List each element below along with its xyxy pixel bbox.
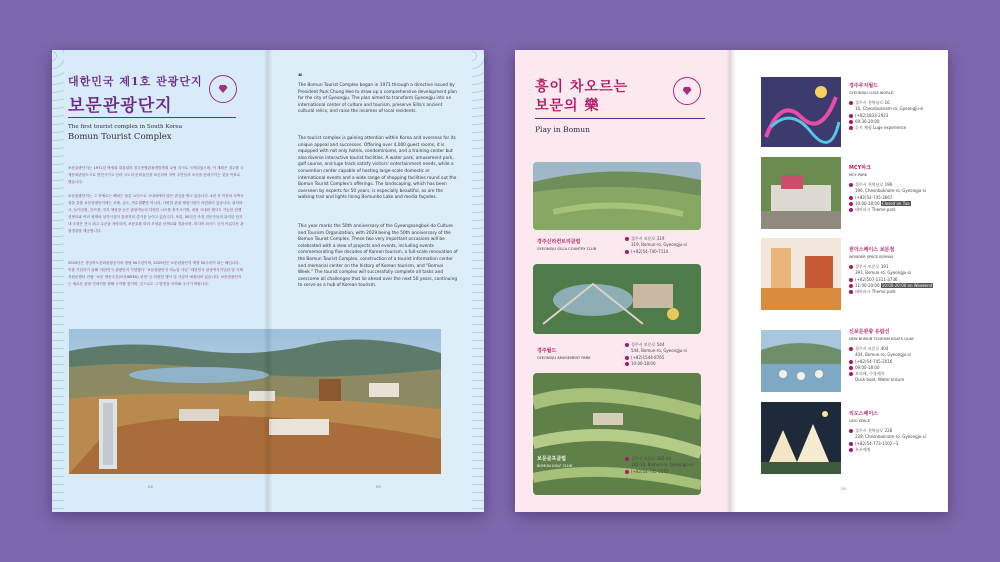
- location-icon: [849, 429, 853, 433]
- place-name-en: MCY PARK: [849, 173, 868, 177]
- body-ko-2: 보문관광단지는 그 자체로는 해외는 물론 요인으로 국내외에서 많은 관심을 받고 있습니다. 4천 상 이상의 숙박시설을 갖춘 보문관광단지에는 호텔, 콘도, 연수원뿐만 아니라, 다양한 관광 체험시설이 마련되어 있습니다. 워터파크, 놀이공원, 골프장, 루지 체험장 등은 관광객들의 다양한 니즈를 충족시키며, 대형 국내외 행사도 가능한 컨벤션센터와 여러 형태의 상가시설이 관광지의 즐거움 늘이고 있습니다. 또한, 50년간 조경 전문가들의 관리한 단지 내 조경은 전국 최고 수준을 자랑하며, 보문호를 따라 조성된 산책로와 경관조명, 미디어 파사드 등이 아름다운 관광경관을 제공합니다.: [68, 194, 244, 233]
- hours: 10:00-18:00: [625, 361, 687, 367]
- location-icon: [849, 347, 853, 351]
- clock-icon: [849, 366, 853, 370]
- title-large: 보문관광단지: [68, 96, 173, 116]
- phone-icon: [849, 114, 853, 118]
- subtitle: Play in Bomun: [535, 125, 590, 134]
- place-name-ko: 리도스페이스: [849, 411, 878, 417]
- mcy-park-photo: [761, 157, 841, 229]
- right-spread: [515, 50, 948, 512]
- page-28: [515, 50, 731, 512]
- para-3: This year marks the 50th anniversary of the Gyeongsangbuk-do Culture and Tourism Organization, with 2029 being the 50th anniversary of the Bomun Tourist Complex. These two very important occasions will be celebrated with a slew of projects and events, including events commemorating five decades of Korean tourism, a full-scale renovation of the Bomun Tourist Complex, construction of a tourist information center and memorial center on the history of Korean tourism, and "Bomun Week." The tourist complex will successfully complete all tasks and overcome all challenges that lie ahead over the next 50 years, continuing to serve as a hub of Korean tourism.: [298, 224, 458, 289]
- place-info: [849, 346, 911, 384]
- wonder-space-photo: [761, 238, 841, 310]
- address-ko: 경주시 보문로 391: [849, 264, 933, 270]
- location-icon: [849, 265, 853, 269]
- tag-icon: [849, 208, 853, 212]
- weekend-tag: 10:00-20:00 on Weekend: [881, 282, 933, 288]
- closed-tag: Closed on Tue: [881, 200, 910, 206]
- phone: (+82)54-773-1102~3: [849, 441, 926, 447]
- place-name-ko: 경주신라컨트리클럽: [537, 239, 581, 245]
- phone: (+82)54-745-3667: [849, 195, 926, 201]
- left-spread: [52, 50, 484, 512]
- para-1: The Bomun Tourist Complex began in 1971 through a directive issued by President Park Chung Hee to draw up a comprehensive development plan for the city of Gyeongju. The plan aimed to transform Gyeongju into an international center of culture and tourism, preserve Silla's ancient cultural relics, and raise the incomes of local residents.: [298, 83, 457, 115]
- address-en: 391, Bomun-ro, Gyeongju-si: [855, 270, 912, 276]
- place-name-en: NEW BOMUN TOURISM BOATS QUAY: [849, 337, 914, 341]
- para-2: The tourist complex is gaining attention within Korea and overseas for its unique appeal and successes. Offering over 4,000 guest rooms, it is equipped with not only hotels, condominiums, and a training center but also diverse interactive tourist facilities. A water park, amusement park, golf course, and luge track satisfy visitors' entertainment needs, while a convention center capable of hosting large-scale domestic or international events and a wide range of shopping facilities round out the Bomun Tourist Complex's offerings. The landscaping, which has been overseen by experts for 50 years, is especially beautiful, as are the walking trail and lights lining Bomunho Lake and media façades.: [298, 136, 457, 201]
- address-ko: 경주시 보문로 404: [849, 346, 911, 352]
- title-divider: [68, 117, 236, 118]
- address-en: 182-14, Bomun-ro, Gyeongju-si: [631, 462, 694, 468]
- gyeongju-badge: [209, 75, 237, 103]
- place-name-en: GYEONGJU LUGE WORLD: [849, 91, 894, 95]
- phone: (+82)54-740-7114: [625, 249, 687, 255]
- category-en: Duck boat, Water leisure: [855, 377, 905, 383]
- address-en: 404, Bomun-ro, Gyeongju-si: [855, 352, 912, 358]
- body-ko-3: 2025년은 경상북도문화관광공사의 창립 50주년이며, 2029년은 보문관광단지 개장 50주년이 되는 해입니다. 이를 기념하기 위해 '대한민국 관광단지 기념행사' '보문관광단지 리뉴얼 사업' '대한민국 관광역사기념관 및 국제지원문센터 건립' '보문 방문주간(보문WEEK) 선정' 등 다양한 행사 및 사업이 예정되어 있습니다. 보문관광단지는 새로운 관광 전세기를 향해 도약할 것이며, 앞으로도 그 발전을 지켜봐 주시기 바랍니다.: [68, 261, 243, 286]
- tag-icon: [849, 372, 853, 376]
- phone: (+82)54-745-2016: [849, 359, 911, 365]
- hours: 11:00-20:00 10:00-20:00 on Weekend: [849, 283, 933, 289]
- phone: (+82)1544-8765: [625, 355, 687, 361]
- address-ko: 경주시 천북남로 196: [849, 182, 926, 188]
- tag-icon: [849, 290, 853, 294]
- page-number: 28: [617, 486, 622, 491]
- place-info: [849, 264, 933, 295]
- place-info: [849, 100, 923, 131]
- category: 테마파크 Theme park: [849, 207, 926, 213]
- clock-icon: [625, 362, 629, 366]
- category: 오리배, 수상레저: [849, 371, 911, 377]
- diamond-icon: [683, 87, 692, 95]
- page-number: 29: [841, 486, 846, 491]
- wave-border: [52, 50, 64, 512]
- location-icon: [849, 183, 853, 187]
- address-ko: 경주시 천북남로 16: [849, 100, 923, 106]
- location-icon: [625, 343, 629, 347]
- gyeongju-badge: [673, 77, 701, 105]
- status: 오픈예정: [849, 447, 926, 453]
- location-icon: [625, 457, 629, 461]
- place-name-en: GYEONGJU SILLA COUNTRY CLUB: [537, 247, 597, 251]
- phone: (+82)507-1311-3736: [849, 277, 933, 283]
- place-name-ko: 경주루지월드: [849, 83, 878, 89]
- clock-icon: [849, 120, 853, 124]
- spine-shadow: [263, 50, 273, 512]
- luge-world-photo: [761, 77, 841, 147]
- tag-icon: [849, 126, 853, 130]
- category: 루지 체험 Luge experience: [849, 125, 923, 131]
- address-ko: 경주시 보문로 182-14: [625, 456, 694, 462]
- place-name-en: LIDO SPACE: [849, 419, 871, 423]
- title-small: 대한민국 제1호 관광단지: [68, 75, 203, 88]
- address-en: 228, Cheonbuknam-ro, Gyeongju-si: [855, 434, 926, 440]
- place-name-ko: MCY파크: [849, 165, 871, 171]
- place-info: [625, 456, 694, 475]
- title-line-2: 보문의 樂: [535, 98, 600, 114]
- address-en: 544, Bomun-ro, Gyeongju-si: [631, 348, 688, 354]
- address-en: 319, Bomun-ro, Gyeongju-si: [631, 242, 688, 248]
- subtitle-en-2: Bomun Tourist Complex: [68, 132, 172, 142]
- place-name-ko: 신보문관광 유람선: [849, 329, 890, 335]
- wave-border: [472, 50, 484, 512]
- quote-mark: ❝: [298, 72, 303, 81]
- category: 테마파크 Theme park: [849, 289, 933, 295]
- address-ko: 경주시 천북남로 228: [849, 428, 926, 434]
- page-29: [731, 50, 948, 512]
- hours: 10:00-18:00 Closed on Tue: [849, 201, 926, 207]
- phone-icon: [849, 442, 853, 446]
- page-number: 04: [148, 484, 153, 489]
- place-name-ko: 보문골프클럽: [537, 456, 566, 462]
- title-divider: [535, 118, 705, 119]
- location-icon: [625, 237, 629, 241]
- hours: 09:30-20:00: [849, 119, 923, 125]
- bomun-golf-photo: [533, 373, 701, 495]
- place-info: [625, 342, 687, 367]
- boats-quay-photo: [761, 330, 841, 392]
- place-name-en: WONDER SPACE BOMUN: [849, 255, 893, 259]
- place-name-ko: 원더스페이스 보문점: [849, 247, 895, 253]
- place-info: [849, 182, 926, 213]
- gyeongju-world-photo: [533, 264, 701, 334]
- place-name-ko: 경주월드: [537, 348, 557, 354]
- place-name-en: BOMUN GOLF CLUB: [537, 464, 573, 468]
- phone: (+82)54-745-1572: [625, 469, 694, 475]
- place-name-en: GYEONGJU AMUSEMENT PARK: [537, 356, 591, 360]
- phone-icon: [849, 360, 853, 364]
- place-info: [625, 236, 687, 255]
- phone-icon: [625, 250, 629, 254]
- phone-icon: [625, 356, 629, 360]
- phone-icon: [849, 196, 853, 200]
- address-ko: 경주시 보문로 544: [625, 342, 687, 348]
- phone: (+82)1833-2923: [849, 113, 923, 119]
- location-icon: [849, 101, 853, 105]
- spine-shadow: [726, 50, 736, 512]
- silla-cc-photo: [533, 162, 701, 230]
- phone-icon: [849, 278, 853, 282]
- phone-icon: [625, 470, 629, 474]
- subtitle-en-1: The first tourist complex in South Korea: [68, 124, 183, 130]
- address-ko: 경주시 보문로 319: [625, 236, 687, 242]
- address-en: 16, Cheonbuknam-ro, Gyeongju-si: [855, 106, 924, 112]
- lido-space-photo: [761, 402, 841, 474]
- page-number: 05: [376, 484, 381, 489]
- body-ko-1: 보문관광단지는 1971년 박정희 대통령의 경주종합관광개발계획 수립 지시로 시작되었으며, 이 계획은 경주를 국제문화관광도시로 발전시키고 신라 고도의 문화유산을 보존하며 지역 주민들의 소득을 증대시키는 것을 목표로 했습니다.: [68, 166, 244, 184]
- address-en: 196, Cheonbuknam-ro, Gyeongju-si: [855, 188, 926, 194]
- tag-icon: [849, 448, 853, 452]
- hours: 09:00-18:00: [849, 365, 911, 371]
- place-info: [849, 428, 926, 453]
- clock-icon: [849, 202, 853, 206]
- title-line-1: 흥이 차오르는: [535, 79, 629, 95]
- aerial-photo: [69, 329, 441, 474]
- diamond-icon: [219, 85, 228, 93]
- clock-icon: [849, 284, 853, 288]
